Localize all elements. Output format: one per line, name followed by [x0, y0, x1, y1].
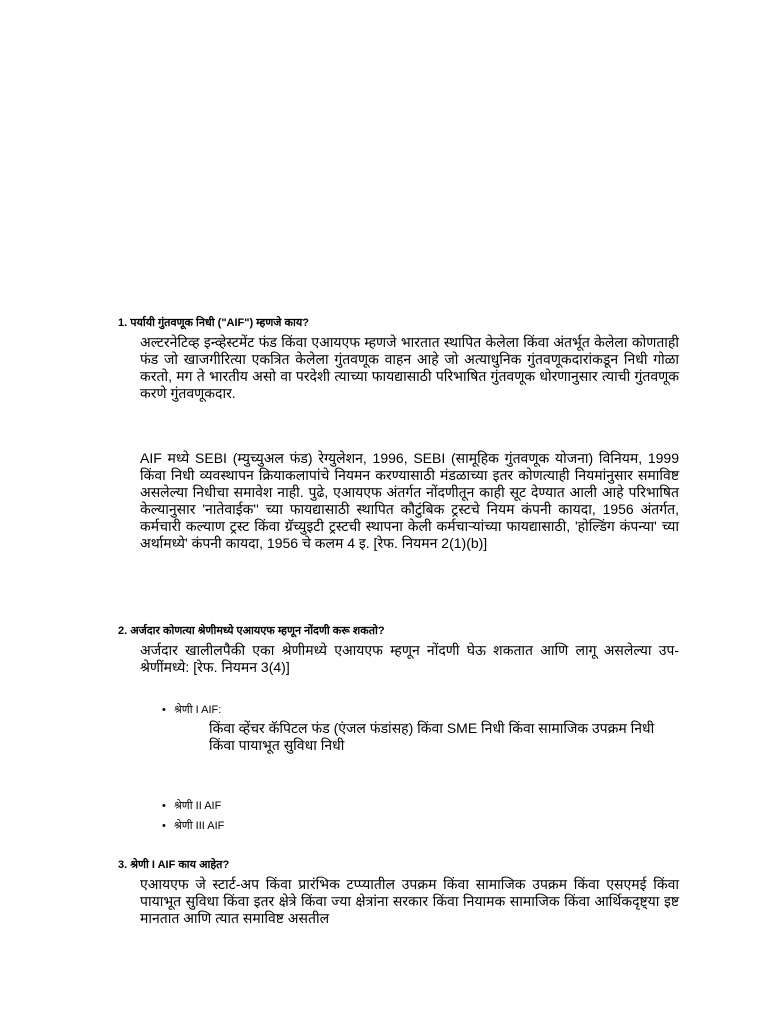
- category-1-list: [160, 700, 221, 720]
- section-2-heading: 2. अर्जदार कोणत्या श्रेणीमध्ये एआयएफ म्हणून नोंदणी करू शकतो?: [118, 625, 385, 637]
- category-3-item: • श्रेणी III AIF: [160, 816, 224, 836]
- section-3-paragraph: एआयएफ जे स्टार्ट-अप किंवा प्रारंभिक टप्प्यातील उपक्रम किंवा सामाजिक उपक्रम किंवा एसएमई किंवा पायाभूत सुविधा किंवा इतर क्षेत्रे किंवा ज्या क्षेत्रांना सरकार किंवा नियामक सामाजिक किंवा आर्थिकदृष्ट्या इष्ट मानतात आणि त्यात समाविष्ट असतील: [140, 876, 679, 926]
- section-1-heading: 1. पर्यायी गुंतवणूक निधी ("AIF") म्हणजे काय?: [118, 317, 309, 329]
- category-2-item: • श्रेणी II AIF: [160, 796, 224, 816]
- category-1-item: • श्रेणी I AIF:: [160, 700, 221, 720]
- category-list: [160, 796, 224, 836]
- section-1-paragraph-2: AIF मध्ये SEBI (म्युच्युअल फंड) रेग्युलेशन, 1996, SEBI (सामूहिक गुंतवणूक योजना) विनियम, 1999 किंवा निधी व्यवस्थापन क्रियाकलापांचे नियमन करण्यासाठी मंडळाच्या इतर कोणत्याही नियमांनुसार समाविष्ट असलेल्या निधीचा समावेश नाही. पुढे, एआयएफ अंतर्गत नोंदणीतून काही सूट देण्यात आली आहे परिभाषित केल्यानुसार 'नातेवाईक'' च्या फायद्यासाठी स्थापित कौटुंबिक ट्रस्टचे नियम कंपनी कायदा, 1956 अंतर्गत, कर्मचारी कल्याण ट्रस्ट किंवा ग्रॅच्युइटी ट्रस्टची स्थापना केली कर्मचाऱ्यांच्या फायद्यासाठी, 'होल्डिंग कंपन्या' च्या अर्थामध्ये' कंपनी कायदा, 1956 चे कलम 4 इ. [रेफ. नियमन 2(1)(b)]: [140, 450, 679, 551]
- category-1-detail: किंवा व्हेंचर कॅपिटल फंड (एंजल फंडांसह) किंवा SME निधी किंवा सामाजिक उपक्रम निधी किंवा पायाभूत सुविधा निधी: [209, 720, 655, 753]
- section-3-heading: 3. श्रेणी I AIF काय आहेत?: [118, 859, 230, 871]
- section-2-paragraph: अर्जदार खालीलपैकी एका श्रेणीमध्ये एआयएफ म्हणून नोंदणी घेऊ शकतात आणि लागू असलेल्या उप-श्रेणींमध्ये: [रेफ. नियमन 3(4)]: [140, 642, 679, 675]
- stray-mark: .: [676, 240, 678, 245]
- section-1-paragraph-1: अल्टरनेटिव्ह इन्व्हेस्टमेंट फंड किंवा एआयएफ म्हणजे भारतात स्थापित केलेला किंवा अंतर्भूत केलेला कोणताही फंड जो खाजगीरित्या एकत्रित केलेला गुंतवणूक वाहन आहे जो अत्याधुनिक गुंतवणूकदारांकडून निधी गोळा करतो, मग ते भारतीय असो वा परदेशी त्याच्या फायद्यासाठी परिभाषित गुंतवणूक धोरणानुसार त्याची गुंतवणूक करणे गुंतवणूकदार.: [140, 334, 679, 401]
